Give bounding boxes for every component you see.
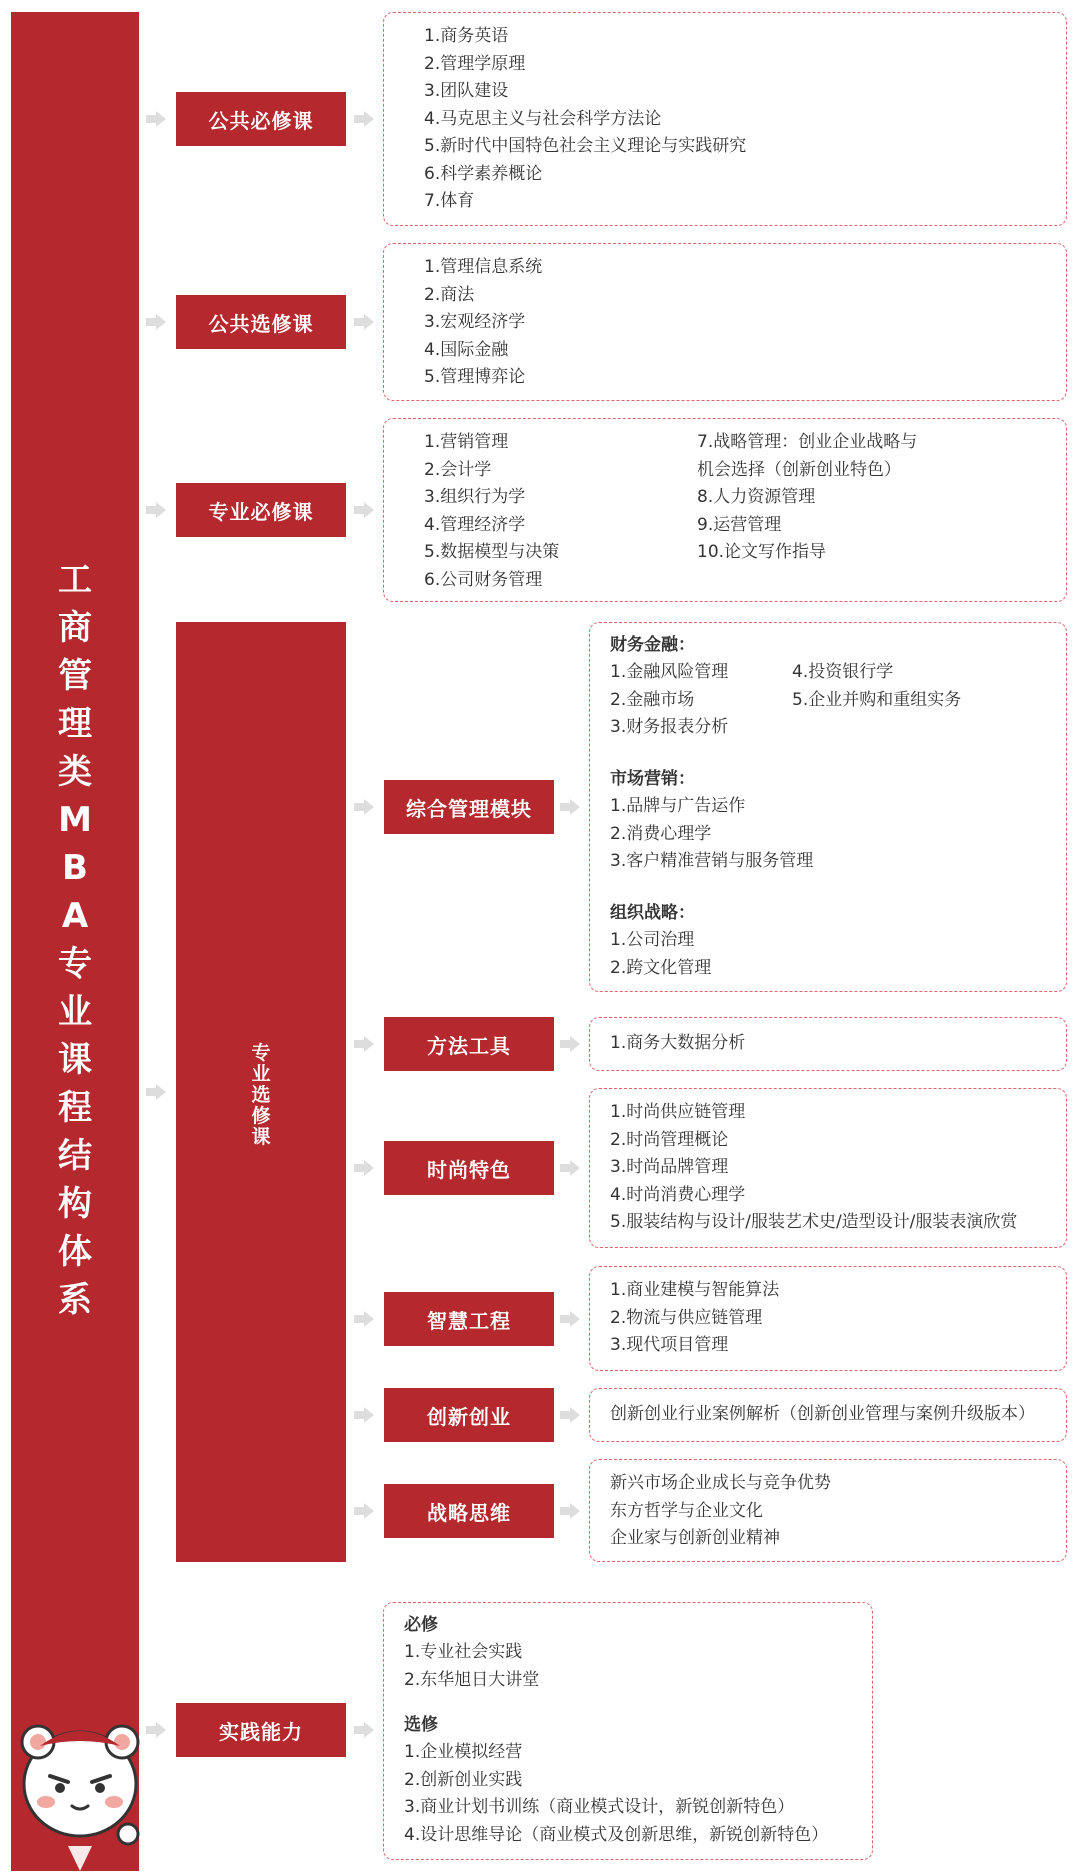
major-elective-label <box>176 1030 346 1160</box>
list-item: 2.商法 <box>424 284 475 305</box>
list-item: 2.管理学原理 <box>424 53 526 74</box>
list-item: 10.论文写作指导 <box>697 542 827 562</box>
module-thinking-label: 战略思维 <box>384 1484 554 1538</box>
arrow-icon <box>354 1311 374 1327</box>
main-title-char: 工 <box>58 560 92 600</box>
list-item: 3.现代项目管理 <box>610 1335 729 1355</box>
major-elective-label-char: 课 <box>251 1125 271 1148</box>
arrow-icon <box>354 1722 374 1738</box>
list-item: 6.公司财务管理 <box>424 569 543 590</box>
public-elective-box <box>383 243 1067 401</box>
module-general-label: 综合管理模块 <box>384 780 554 834</box>
list-item: 4.马克思主义与社会科学方法论 <box>424 108 662 129</box>
main-title-char: 商 <box>58 608 92 648</box>
module-tools-box <box>589 1017 1067 1071</box>
finance-col2 <box>792 659 961 714</box>
arrow-icon <box>146 502 166 518</box>
public-required-label: 公共必修课 <box>176 92 346 146</box>
list-item: 4.设计思维导论（商业模式及创新思维，新锐创新特色） <box>404 1824 829 1845</box>
public-required-box <box>383 12 1067 226</box>
arrow-icon <box>560 799 580 815</box>
main-title-char: 系 <box>58 1280 92 1320</box>
arrow-icon <box>354 502 374 518</box>
list-item: 5.服装结构与设计/服装艺术史/造型设计/服装表演欣赏 <box>610 1212 1018 1232</box>
smart-list <box>610 1277 1066 1360</box>
major-elective-label-char: 修 <box>251 1104 271 1127</box>
main-title-char: 程 <box>58 1088 92 1128</box>
practice-required-list <box>404 1639 539 1694</box>
list-item: 2.创新创业实践 <box>404 1769 523 1790</box>
public-elective-label: 公共选修课 <box>176 295 346 349</box>
strategy-heading: 组织战略： <box>610 903 695 923</box>
finance-col1 <box>610 659 728 742</box>
main-title-char: 业 <box>58 992 92 1032</box>
practice-elective-heading: 选修 <box>404 1715 438 1735</box>
list-item: 5.数据模型与决策 <box>424 542 560 562</box>
list-item: 机会选择（创新创业特色） <box>697 459 901 480</box>
module-innovation-label: 创新创业 <box>384 1388 554 1442</box>
arrow-icon <box>146 1084 166 1100</box>
main-title-char: 理 <box>58 704 92 744</box>
arrow-icon <box>354 1036 374 1052</box>
main-title-char: M <box>58 800 92 840</box>
thinking-list <box>610 1470 1066 1553</box>
list-item: 3.时尚品牌管理 <box>610 1157 729 1177</box>
list-item: 1.公司治理 <box>610 930 695 950</box>
list-item: 2.消费心理学 <box>610 823 712 844</box>
list-item: 5.管理博弈论 <box>424 367 526 387</box>
list-item: 3.财务报表分析 <box>610 717 729 737</box>
list-item: 1.专业社会实践 <box>404 1642 523 1662</box>
main-title-char: 课 <box>58 1040 92 1080</box>
marketing-list <box>610 793 813 876</box>
practice-elective-list <box>404 1739 828 1849</box>
arrow-icon <box>560 1036 580 1052</box>
list-item: 2.物流与供应链管理 <box>610 1307 763 1328</box>
list-item: 7.体育 <box>424 191 475 211</box>
public-required-list <box>424 23 1066 216</box>
major-required-box <box>383 418 1067 602</box>
module-fashion-box <box>589 1088 1067 1248</box>
list-item: 1.时尚供应链管理 <box>610 1102 746 1122</box>
module-general-box <box>589 622 1067 992</box>
arrow-icon <box>560 1503 580 1519</box>
main-title-char: 类 <box>58 752 92 792</box>
arrow-icon <box>354 1160 374 1176</box>
list-item: 1.商业建模与智能算法 <box>610 1280 780 1300</box>
arrow-icon <box>146 111 166 127</box>
list-item: 7.战略管理：创业企业战略与 <box>697 432 918 452</box>
list-item: 9.运营管理 <box>697 514 782 535</box>
list-item: 2.东华旭日大讲堂 <box>404 1669 540 1690</box>
main-title-char: 专 <box>58 944 92 984</box>
arrow-icon <box>354 314 374 330</box>
arrow-icon <box>560 1160 580 1176</box>
marketing-heading: 市场营销： <box>610 769 695 789</box>
innovation-list <box>610 1401 1066 1429</box>
list-item: 4.管理经济学 <box>424 514 526 535</box>
major-required-col1 <box>424 429 559 594</box>
list-item: 1.商务大数据分析 <box>610 1033 746 1053</box>
practice-label: 实践能力 <box>176 1703 346 1757</box>
list-item: 新兴市场企业成长与竞争优势 <box>610 1473 831 1493</box>
arrow-icon <box>560 1311 580 1327</box>
major-elective-label-char: 选 <box>251 1083 271 1106</box>
module-tools-label: 方法工具 <box>384 1017 554 1071</box>
list-item: 1.企业模拟经营 <box>404 1742 523 1762</box>
main-title-char: 体 <box>58 1232 92 1272</box>
list-item: 5.企业并购和重组实务 <box>792 689 962 710</box>
arrow-icon <box>354 799 374 815</box>
list-item: 2.跨文化管理 <box>610 957 712 978</box>
list-item: 2.会计学 <box>424 459 492 480</box>
list-item: 4.投资银行学 <box>792 662 894 682</box>
module-smart-box <box>589 1266 1067 1371</box>
list-item: 1.商务英语 <box>424 26 509 46</box>
main-title-char: A <box>61 896 89 936</box>
major-elective-label-char: 业 <box>251 1062 271 1085</box>
list-item: 2.金融市场 <box>610 689 695 710</box>
list-item: 3.组织行为学 <box>424 487 526 507</box>
strategy-list <box>610 927 711 982</box>
arrow-icon <box>354 1407 374 1423</box>
list-item: 3.商业计划书训练（商业模式设计，新锐创新特色） <box>404 1797 795 1817</box>
fashion-list <box>610 1099 1066 1237</box>
arrow-icon <box>560 1407 580 1423</box>
list-item: 1.管理信息系统 <box>424 257 543 277</box>
main-title-char: 管 <box>58 656 92 696</box>
list-item: 3.宏观经济学 <box>424 312 526 332</box>
list-item: 3.客户精准营销与服务管理 <box>610 851 814 871</box>
main-title-char: 结 <box>58 1136 92 1176</box>
major-elective-label-char: 专 <box>251 1041 271 1064</box>
list-item: 1.营销管理 <box>424 432 509 452</box>
main-title-char: B <box>62 848 88 888</box>
arrow-icon <box>354 1503 374 1519</box>
bear-mascot-icon <box>10 1706 150 1871</box>
module-smart-label: 智慧工程 <box>384 1292 554 1346</box>
list-item: 2.时尚管理概论 <box>610 1129 729 1150</box>
public-elective-list <box>424 254 1066 392</box>
module-innovation-box <box>589 1388 1067 1442</box>
module-fashion-label: 时尚特色 <box>384 1141 554 1195</box>
list-item: 东方哲学与企业文化 <box>610 1500 763 1521</box>
list-item: 创新创业行业案例解析（创新创业管理与案例升级版本） <box>610 1404 1035 1424</box>
main-title-char: 构 <box>58 1184 92 1224</box>
major-required-label: 专业必修课 <box>176 483 346 537</box>
list-item: 4.国际金融 <box>424 339 509 360</box>
major-required-col2 <box>697 429 917 567</box>
list-item: 1.品牌与广告运作 <box>610 796 746 816</box>
list-item: 4.时尚消费心理学 <box>610 1184 746 1205</box>
main-title <box>11 560 139 1320</box>
list-item: 8.人力资源管理 <box>697 487 816 507</box>
list-item: 企业家与创新创业精神 <box>610 1528 780 1548</box>
finance-heading: 财务金融： <box>610 635 695 655</box>
list-item: 6.科学素养概论 <box>424 163 543 184</box>
practice-box <box>383 1602 873 1860</box>
tools-list <box>610 1030 1066 1058</box>
arrow-icon <box>354 111 374 127</box>
arrow-icon <box>146 314 166 330</box>
list-item: 5.新时代中国特色社会主义理论与实践研究 <box>424 136 747 156</box>
list-item: 1.金融风险管理 <box>610 662 729 682</box>
arrow-icon <box>146 1722 166 1738</box>
list-item: 3.团队建设 <box>424 81 509 101</box>
module-thinking-box <box>589 1459 1067 1562</box>
practice-required-heading: 必修 <box>404 1615 438 1635</box>
